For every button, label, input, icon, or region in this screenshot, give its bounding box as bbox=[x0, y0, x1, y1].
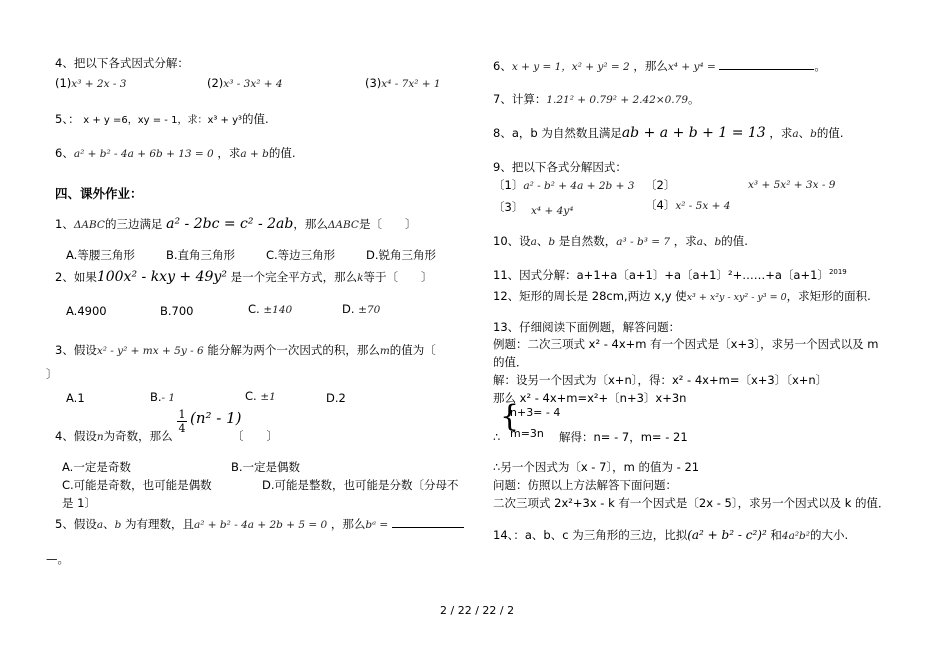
r12-question: 12、矩形的周长是 28cm,两边 x,y 使x³ + x²y - xy² - y³ = 0，求矩形的面积. bbox=[493, 289, 871, 303]
hw2-option-a: A.4900 bbox=[66, 304, 107, 318]
r11-question: 11、因式分解：a+1+a〔a+1〕+a〔a+1〕²+……+a〔a+1〕$^{2019}$ bbox=[493, 267, 847, 282]
hw3-bracket-close: 〕 bbox=[46, 367, 58, 381]
hw1-question: 1、ΔABC的三边满足 a² - 2bc = c² - 2ab，那么ΔABC是〔 〕 bbox=[55, 216, 417, 232]
r13-solved: 解得：n= - 7，m= - 21 bbox=[559, 430, 688, 444]
q4-part-3: (3)x⁴ - 7x² + 1 bbox=[365, 76, 441, 90]
r9-part-2-expr: x³ + 5x² + 3x - 9 bbox=[748, 179, 836, 191]
section-heading: 四、课外作业： bbox=[55, 186, 143, 201]
page-number: 2 / 22 / 22 / 2 bbox=[440, 604, 515, 617]
r8-question: 8、a，b 为自然数且满足ab + a + b + 1 = 13 ，求a、b的值. bbox=[493, 125, 844, 141]
hw3-option-a: A.1 bbox=[66, 391, 85, 405]
r13-solution-2: 那么 x² - 4x+m=x²+〔n+3〕x+3n bbox=[493, 391, 687, 405]
hw1-option-a: A.等腰三角形 bbox=[66, 248, 135, 262]
hw3-option-d: D.2 bbox=[326, 391, 346, 405]
r13-example-line-2: 的值． bbox=[493, 355, 528, 369]
equation-system-brace: { bbox=[500, 399, 520, 434]
hw1-option-c: C.等边三角形 bbox=[266, 248, 336, 262]
hw1-option-d: D.锐角三角形 bbox=[366, 248, 437, 262]
r13-example-line-1: 例题：二次三项式 x² - 4x+m 有一个因式是〔x+3〕，求另一个因式以及 m bbox=[493, 337, 879, 351]
hw5-answer-blank bbox=[392, 527, 464, 528]
hw2-option-c: C. ±140 bbox=[248, 302, 293, 316]
hw2-option-d: D. ±70 bbox=[342, 302, 381, 316]
hw1-option-b: B.直角三角形 bbox=[166, 248, 236, 262]
hw3-option-b: B.- 1 bbox=[150, 390, 176, 404]
hw3-question: 3、假设x² - y² + mx + 5y - 6 能分解为两个一次因式的积，那么m的值为〔 bbox=[55, 343, 436, 357]
r13-system-eq-1: n+3= - 4 bbox=[510, 406, 561, 419]
q6: 6、a² + b² - 4a + 6b + 13 = 0 ，求a + b的值. bbox=[55, 146, 296, 160]
q4-part-2: (2)x³ - 3x² + 4 bbox=[207, 76, 283, 90]
r14-question: 14、：a、b、c 为三角形的三边，比拟(a² + b² - c²)² 和4a²b²的大小. bbox=[493, 528, 849, 542]
hw4-option-d-cont: 是 1〕 bbox=[62, 496, 96, 510]
r13-conclusion: ∴另一个因式为〔x - 7〕，m 的值为 - 21 bbox=[493, 460, 700, 474]
hw4-fraction: 1 4 bbox=[178, 408, 186, 435]
hw5-question: 5、假设a、b 为有理数，且a² + b² - 4a + 2b + 5 = 0 ，那么bᵃ = bbox=[55, 517, 464, 532]
q4-title: 4、把以下各式因式分解： bbox=[55, 56, 189, 70]
hw2-question: 2、如果100x² - kxy + 49y² 是一个完全平方式，那么k等于〔 〕 bbox=[55, 269, 433, 285]
r10-question: 10、设a、b 是自然数，a³ - b³ = 7 ，求a、b的值. bbox=[493, 234, 748, 248]
r13-solution-1: 解：设另一个因式为〔x+n〕，得：x² - 4x+m=〔x+3〕〔x+n〕 bbox=[493, 373, 828, 387]
hw4-option-a: A.一定是奇数 bbox=[62, 460, 131, 474]
hw4-option-d: D.可能是整数，也可能是分数〔分母不 bbox=[262, 478, 459, 492]
r13-problem: 问题：仿照以上方法解答下面问题： bbox=[493, 478, 677, 492]
r9-part-3-expr: x⁴ + 4y⁴ bbox=[531, 205, 574, 217]
r9-part-3-label: 〔3〕 bbox=[493, 200, 524, 214]
q4-part-1: (1)x³ + 2x - 3 bbox=[55, 76, 127, 90]
hw4-expression: (n² - 1) bbox=[190, 409, 242, 427]
hw3-option-c: C. ±1 bbox=[245, 389, 276, 403]
hw4-option-c: C.可能是奇数，也可能是偶数 bbox=[62, 478, 212, 492]
r6-answer-blank bbox=[719, 69, 814, 70]
r9-part-2-label: 〔2〕 bbox=[645, 178, 676, 192]
hw2-option-b: B.700 bbox=[160, 304, 194, 318]
therefore-symbol: ∴ bbox=[493, 430, 501, 444]
r9-part-4: 〔4〕x² - 5x + 4 bbox=[645, 198, 731, 212]
r13-problem-text: 二次三项式 2x²+3x - k 有一个因式是〔2x - 5〕，求另一个因式以及 k 的值． bbox=[493, 496, 890, 510]
hw4-question: 4、假设n为奇数，那么 bbox=[55, 429, 173, 443]
r13-title: 13、仔细阅读下面例题，解答问题： bbox=[493, 320, 681, 334]
r7-question: 7、计算：1.21² + 0.79² + 2.42×0.79。 bbox=[493, 92, 700, 106]
hw4-answer-bracket: 〔 〕 bbox=[232, 429, 278, 443]
hw5-tail: —。 bbox=[46, 552, 69, 566]
r9-part-1: 〔1〕a² - b² + 4a + 2b + 3 bbox=[493, 178, 635, 192]
r13-system-eq-2: m=3n bbox=[510, 427, 544, 440]
r6-question: 6、x + y = 1，x² + y² = 2 ，那么x⁴ + y⁴ = 。 bbox=[493, 59, 826, 73]
r9-title: 9、把以下各式分解因式： bbox=[493, 160, 627, 174]
hw4-option-b: B.一定是偶数 bbox=[231, 460, 301, 474]
q5: 5、： x + y =6，xy = - 1，求：x³ + y³的值. bbox=[55, 112, 269, 126]
